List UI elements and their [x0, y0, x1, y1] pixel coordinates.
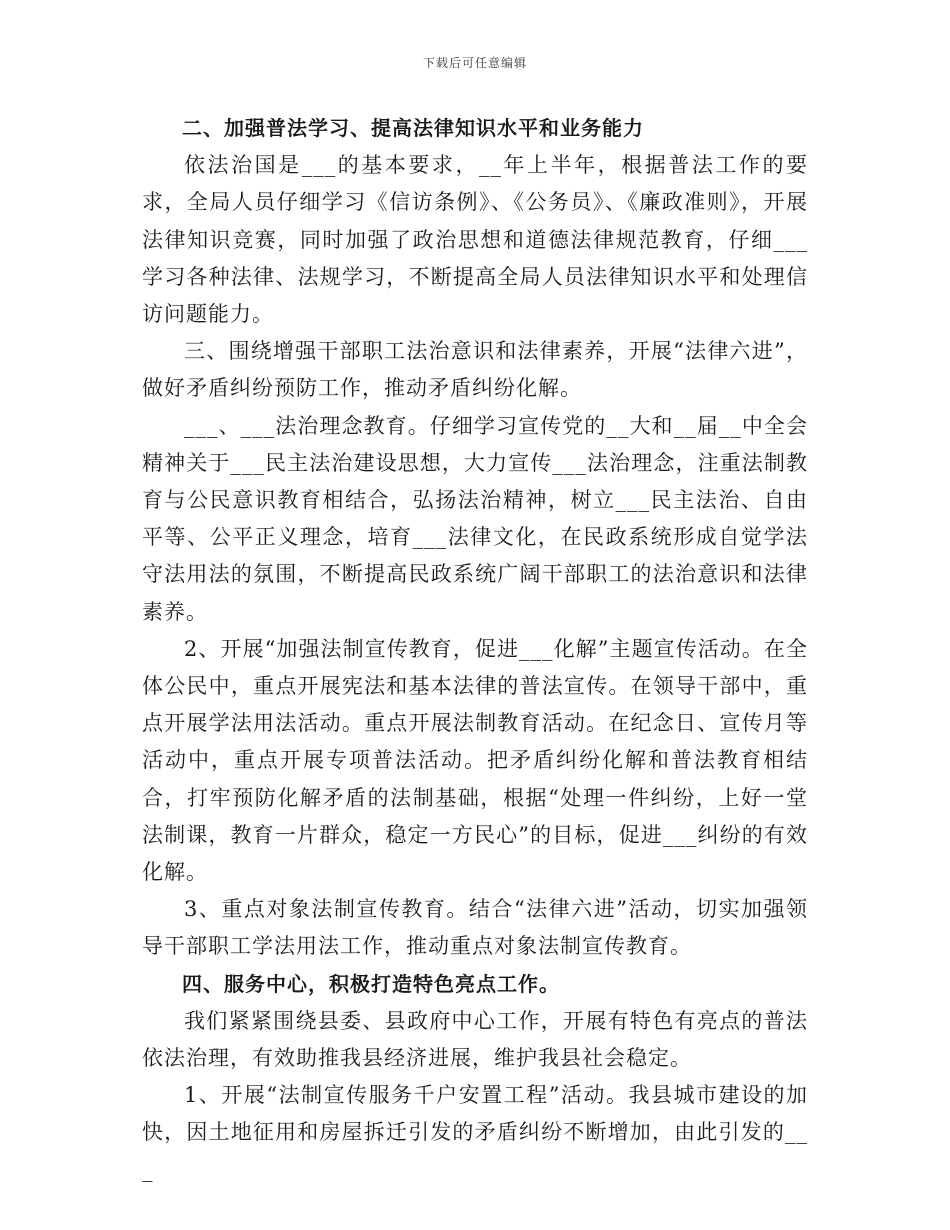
body-paragraph: 3、重点对象法制宣传教育。结合“法律六进”活动，切实加强领导干部职工学法用法工作，推动重点对象法制宣传教育。: [142, 897, 808, 959]
document-body: [142, 110, 808, 1189]
section-heading-2: 二、加强普法学习、提高法律知识水平和业务能力: [182, 116, 644, 140]
body-paragraph: 2、开展“加强法制宣传教育，促进___化解”主题宣传活动。在全体公民中，重点开展宪法和基本法律的普法宣传。在领导干部中，重点开展学法用法活动。重点开展法制教育活动。在纪念日、宣传月等活动中，重点开展专项普法活动。把矛盾纠纷化解和普法教育相结合，打牢预防化解矛盾的法制基础，根据“处理一件纠纷，上好一堂法制课，教育一片群众，稳定一方民心”的目标，促进___纠纷的有效化解。: [142, 636, 808, 885]
body-paragraph: 依法治国是___的基本要求，__年上半年，根据普法工作的要求，全局人员仔细学习《信访条例》、《公务员》、《廉政准则》，开展法律知识竞赛，同时加强了政治思想和道德法律规范教育，仔细___学习各种法律、法规学习，不断提高全局人员法律知识水平和处理信访问题能力。: [142, 153, 808, 327]
page-header: 下载后可任意编辑: [422, 56, 527, 70]
body-paragraph: 三、围绕增强干部职工法治意识和法律素养，开展“法律六进”，做好矛盾纠纷预防工作，推动矛盾纠纷化解。: [142, 339, 808, 401]
section-heading-4: 四、服务中心，积极打造特色亮点工作。: [182, 971, 560, 996]
body-paragraph: ___、___法治理念教育。仔细学习宣传党的__大和__届__中全会精神关于___民主法治建设思想，大力宣传___法治理念，注重法制教育与公民意识教育相结合，弘扬法治精神，树立___民主法治、自由平等、公平正义理念，培育___法律文化，在民政系统形成自觉学法守法用法的氛围，不断提高民政系统广阔干部职工的法治意识和法律素养。: [142, 413, 808, 624]
body-paragraph: 我们紧紧围绕县委、县政府中心工作，开展有特色有亮点的普法依法治理，有效助推我县经济进展，维护我县社会稳定。: [142, 1008, 808, 1071]
body-paragraph: 1、开展“法制宣传服务千户安置工程”活动。我县城市建设的加快，因土地征用和房屋拆迁引发的矛盾纠纷不断增加，由此引发的___: [142, 1083, 808, 1182]
